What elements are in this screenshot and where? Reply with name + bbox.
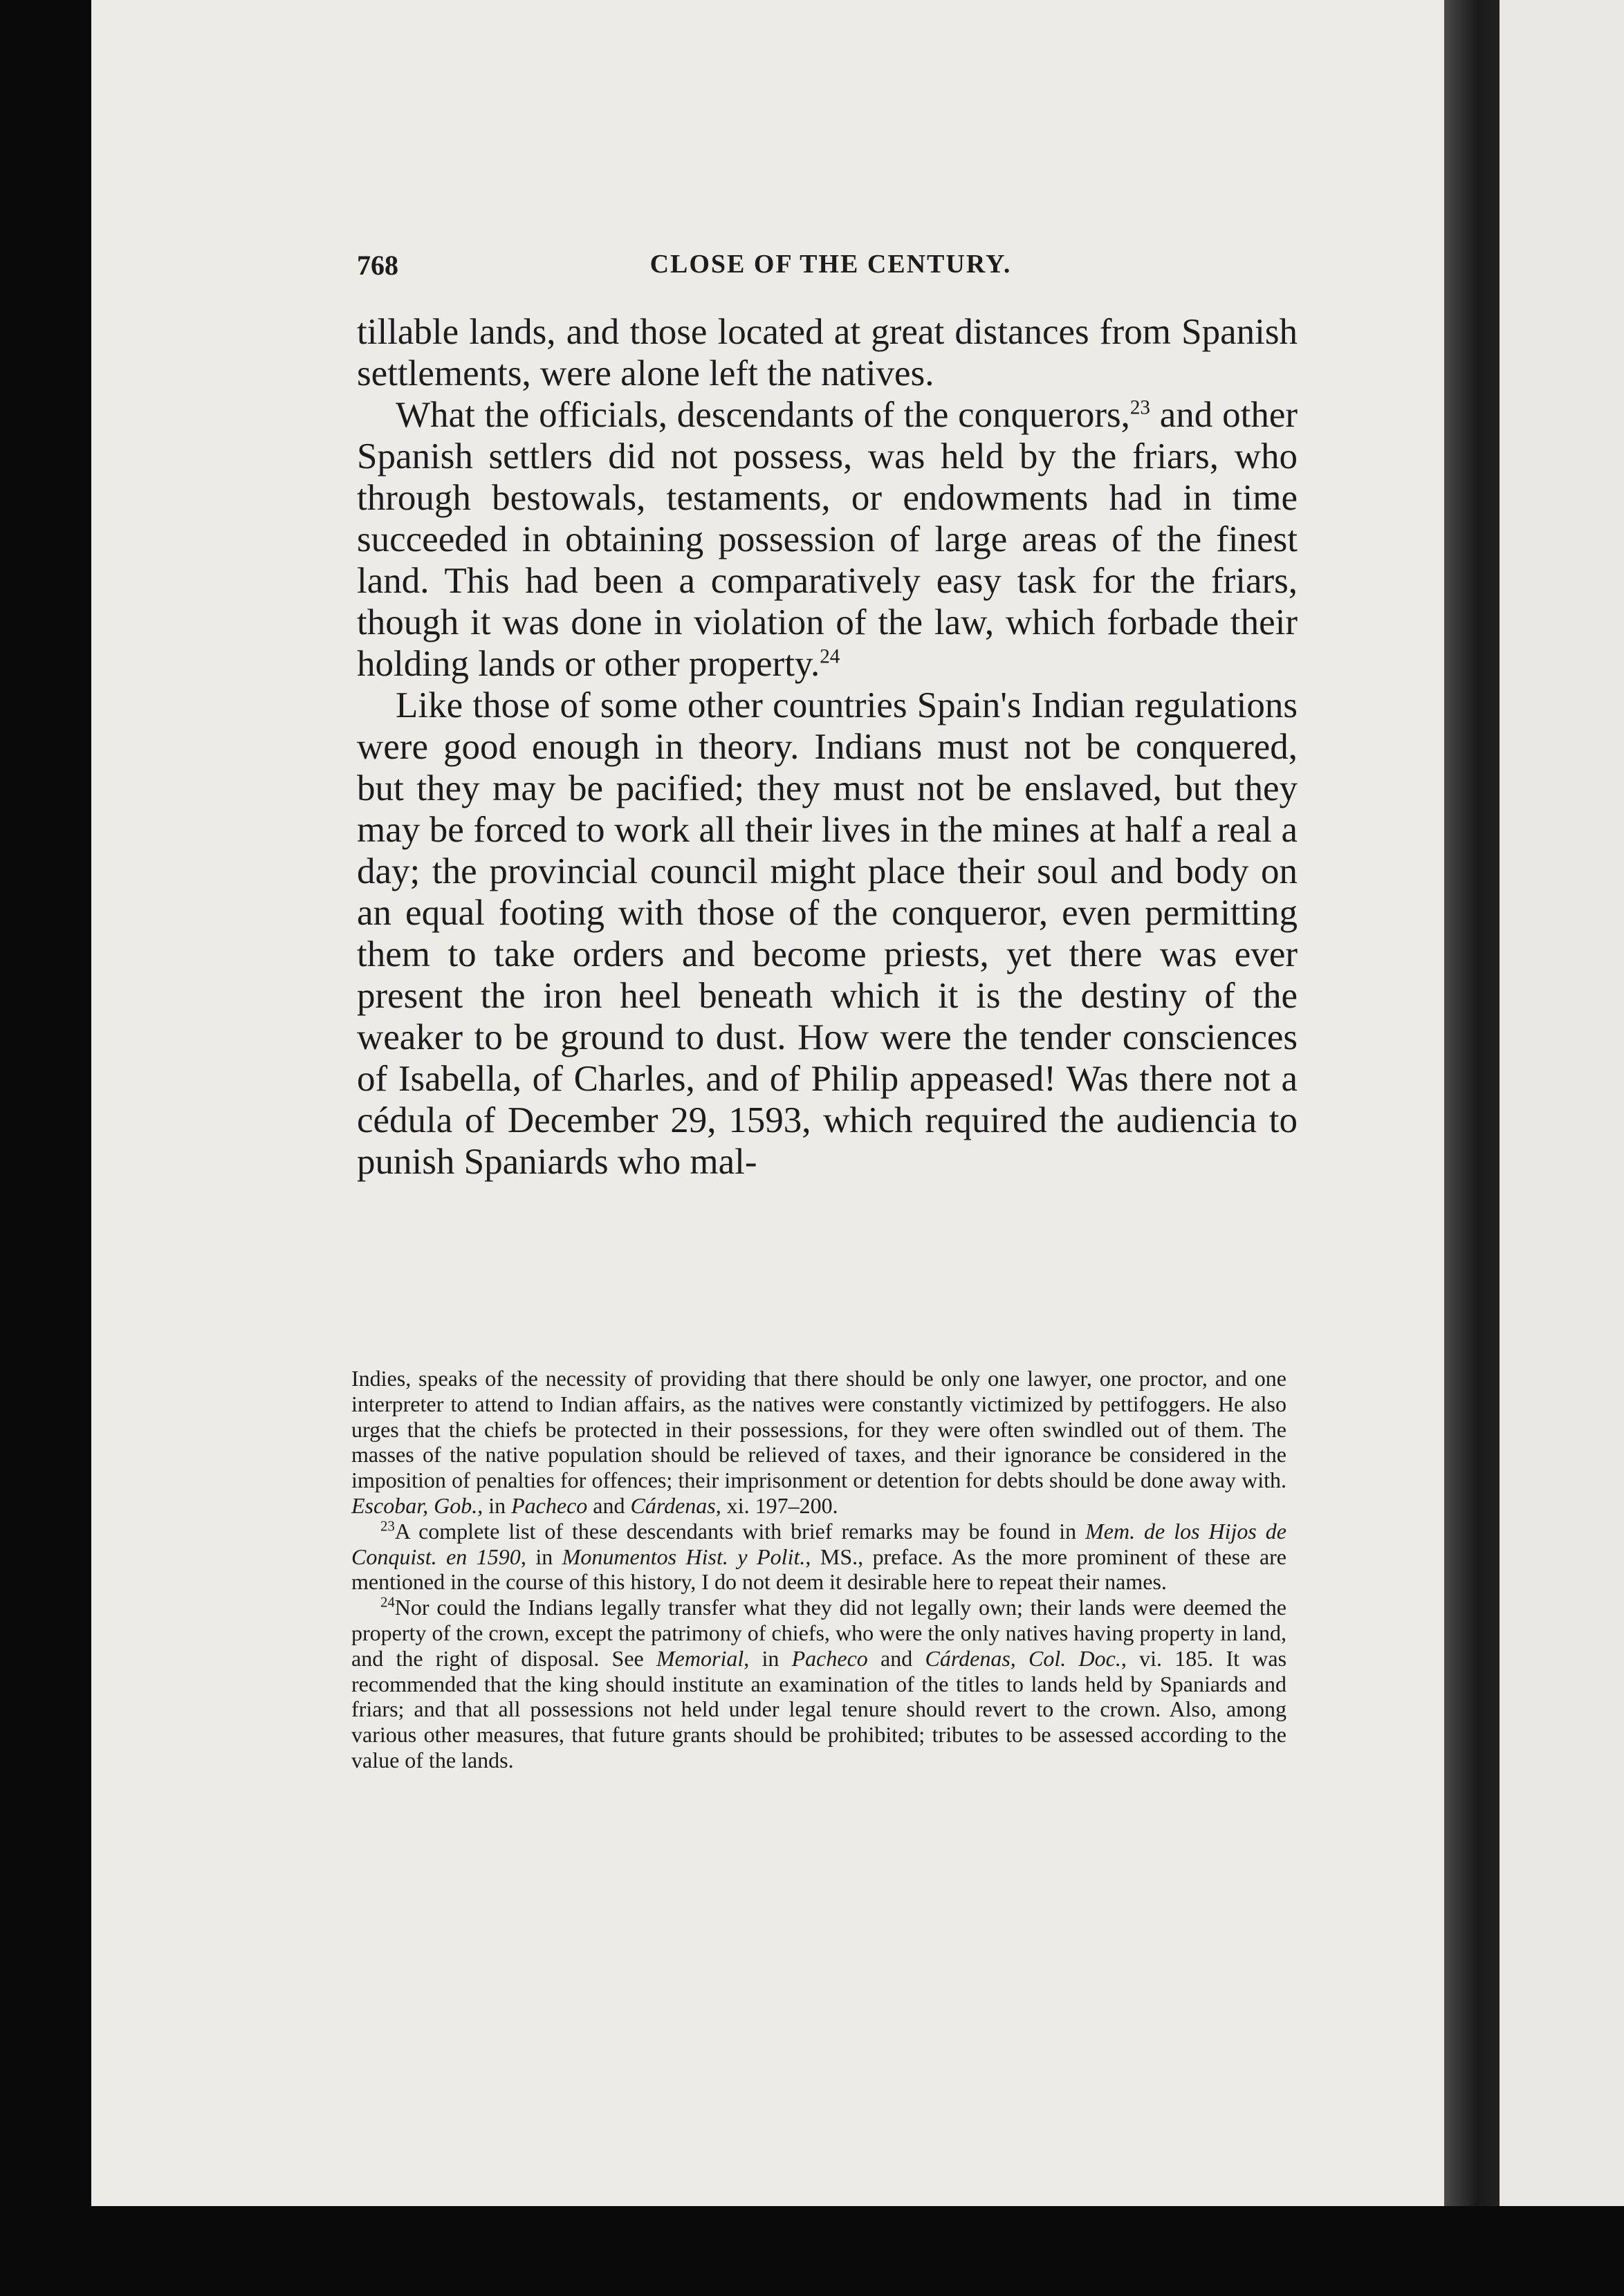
footnote-text: and (587, 1492, 631, 1518)
citation: Pacheco (511, 1492, 588, 1518)
citation: Cárdenas (630, 1492, 716, 1518)
facing-page-edge (1500, 0, 1624, 2206)
footnote-text: A complete list of these descendants with brief remarks may be found in (394, 1518, 1086, 1544)
footnote-text: Nor could the Indians legally transfer what they did not legally own; their lands were deemed the property of the crown, except the patrimony of chiefs, who were the only natives having property in land, and the right of disposal. See (351, 1595, 1286, 1671)
footnote-continuation (351, 1366, 1286, 1519)
footnote-number: 23 (380, 1518, 395, 1535)
footnote-text: , MS., preface. As the more prominent of these are mentioned in the course of this history, I do not deem it desirable here to repeat their names. (351, 1544, 1287, 1595)
citation: Escobar, Gob. (351, 1492, 478, 1518)
paragraph-text: What the officials, descendants of the conquerors, (396, 395, 1130, 435)
footnote-ref: 23 (1129, 396, 1150, 419)
paragraph-text: tillable lands, and those located at great distances from Spanish settlements, were alone left the natives. (357, 312, 1298, 394)
footnote-text: , vi. 185. It was recommended that the king should institute an examination of the titles to lands held by Spaniards and friars; and that all possessions not held under legal tenure should revert to the crown. Also, among various other measures, that future grants should be prohibited; tributes to be assessed according to the value of the lands. (351, 1645, 1287, 1772)
page-header (357, 249, 1304, 290)
footnote-ref: 24 (820, 645, 840, 668)
footnote-text: , xi. 197–200. (715, 1492, 838, 1518)
footnote-23 (351, 1519, 1286, 1595)
footnote-text: and (867, 1645, 925, 1671)
paragraph-text: and other Spanish settlers did not possess, was held by the friars, who through bestowals, testaments, or endowments had in time succeeded in obtaining possession of large areas of the finest land. This had been a comparatively easy task for the friars, though it was done in violation of the law, which forbade their holding lands or other property. (357, 395, 1298, 684)
footnote-text: , in (520, 1544, 562, 1569)
paragraph (357, 311, 1298, 394)
footnote-24 (351, 1595, 1286, 1773)
footnote-number: 24 (380, 1594, 395, 1611)
citation: Pacheco (791, 1645, 868, 1671)
page-number: 768 (357, 250, 398, 281)
running-head: CLOSE OF THE CENTURY. (649, 250, 1012, 279)
citation: Memorial (656, 1645, 744, 1671)
paragraph-text: Like those of some other countries Spain's Indian regulations were good enough in theory. Indians must not be conquered, but they may be pacified; they must not be enslaved, but they may be forced to work all their lives in the mines at half a real a day; the provincial council might place their soul and body on an equal footing with those of the conqueror, even permitting them to take orders and become priests, yet there was ever present the iron heel beneath which it is the destiny of the weaker to be ground to dust. How were the tender consciences of Isabella, of Charles, and of Philip appeased! Was there not a cédula of December 29, 1593, which required the audiencia to punish Spaniards who mal- (357, 685, 1298, 1182)
paragraph (357, 394, 1298, 685)
footnote-text: , in (744, 1645, 792, 1671)
footnote-text: Indies, speaks of the necessity of providing that there should be only one lawyer, one proctor, and one interpreter to attend to Indian affairs, as the natives were constantly victimized by pettifoggers. He also urges that the chiefs be protected in their possessions, for they were often swindled out of them. The masses of the native population should be relieved of taxes, and their ignorance be considered in the imposition of penalties for offences; their imprisonment or detention for debts should be done away with. (351, 1366, 1286, 1493)
citation: Cárdenas, Col. Doc. (925, 1645, 1121, 1671)
citation: Mem. de los Hijos de Conquist. en 1590 (351, 1518, 1287, 1569)
footnotes (351, 1366, 1286, 1773)
book-gutter (1444, 0, 1500, 2206)
footnote-text: , in (477, 1492, 512, 1518)
main-text (357, 311, 1298, 1183)
paragraph (357, 685, 1298, 1183)
citation: Monumentos Hist. y Polit. (562, 1544, 806, 1569)
